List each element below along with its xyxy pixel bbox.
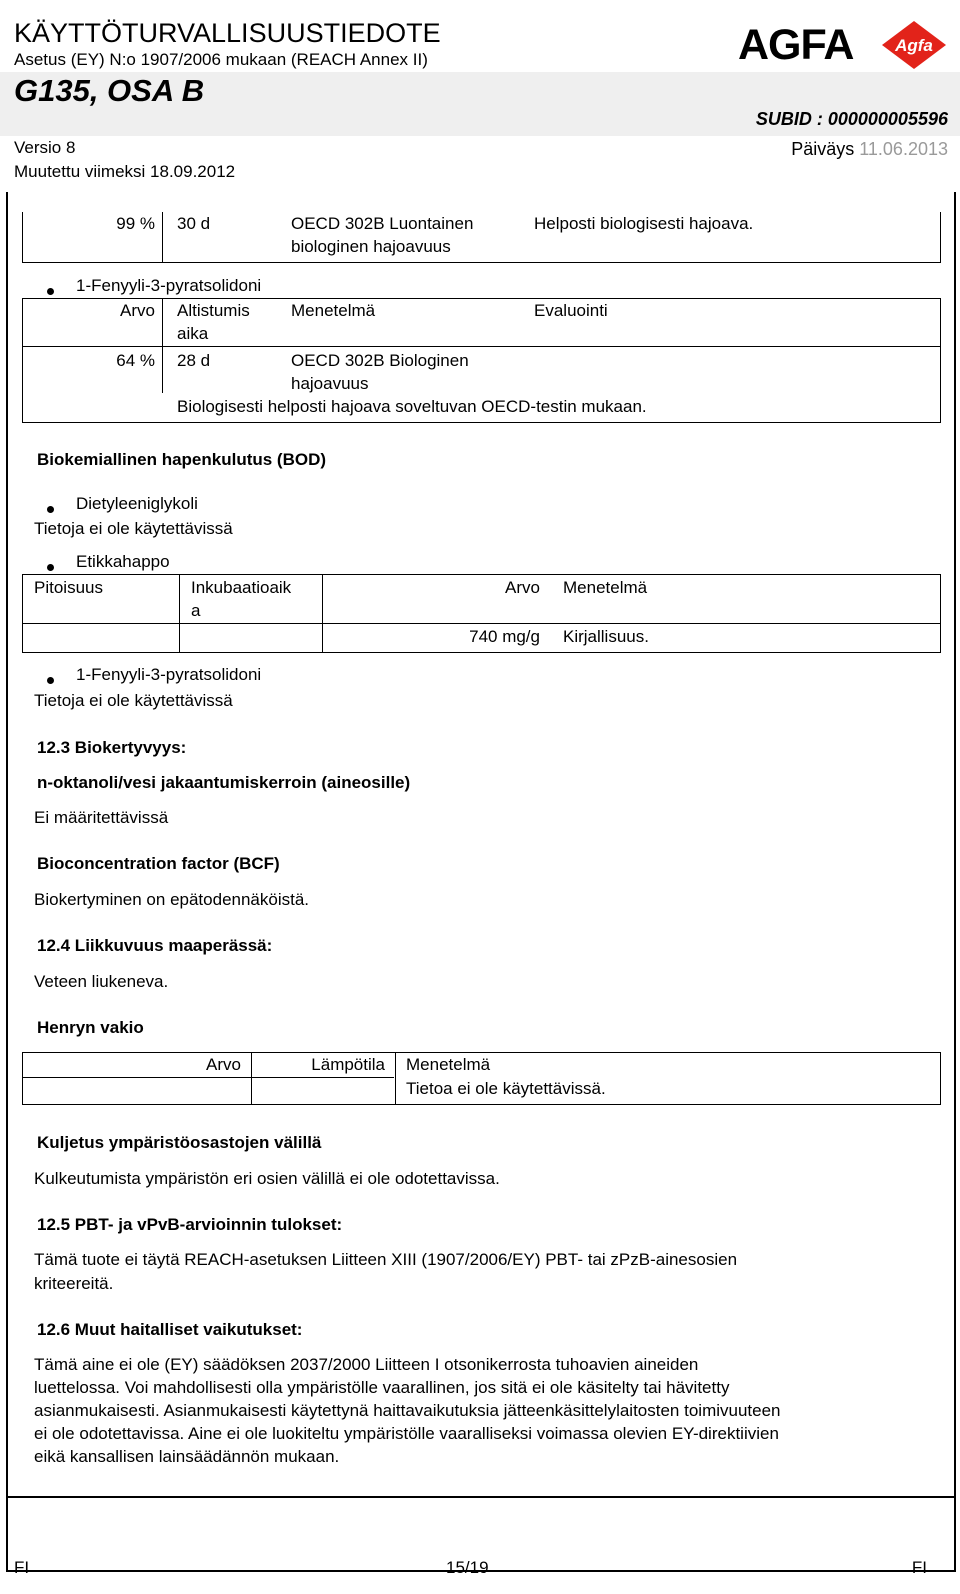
bullet-icon — [47, 677, 54, 684]
section-12-4-heading: 12.4 Liikkuvuus maaperässä: — [37, 936, 273, 955]
bcf-heading: Bioconcentration factor (BCF) — [37, 854, 280, 873]
mobility-text: Veteen liukeneva. — [34, 972, 169, 991]
date-label: Päiväys — [791, 139, 855, 159]
document-title: KÄYTTÖTURVALLISUUSTIEDOTE — [14, 18, 441, 48]
table-cell-method-line2: hajoavuus — [291, 374, 369, 393]
partition-coefficient-text: Ei määritettävissä — [34, 808, 169, 827]
date-value: 11.06.2013 — [859, 139, 948, 159]
table-cell-evaluation: Helposti biologisesti hajoava. — [534, 214, 754, 233]
bod-heading: Biokemiallinen hapenkulutus (BOD) — [37, 450, 327, 469]
transport-text: Kulkeutumista ympäristön eri osien välillä ei ole odotettavissa. — [34, 1169, 500, 1188]
column-header-incubation-line2: a — [191, 601, 201, 620]
bullet-icon — [47, 506, 54, 513]
agfa-logo — [738, 20, 948, 70]
substance-name: 1-Fenyyli-3-pyratsolidoni — [76, 276, 262, 295]
column-header-value: Arvo — [505, 578, 540, 597]
other-effects-line: eikä kansallisen lainsäädännön mukaan. — [34, 1447, 340, 1466]
section-12-6-heading: 12.6 Muut haitalliset vaikutukset: — [37, 1320, 303, 1339]
partition-coefficient-heading: n-oktanoli/vesi jakaantumiskerroin (aineosille) — [37, 773, 411, 792]
section-12-5-heading: 12.5 PBT- ja vPvB-arvioinnin tulokset: — [37, 1215, 343, 1234]
footer-language-left: FI — [14, 1558, 30, 1577]
content-bottom-rule — [6, 1496, 956, 1498]
issue-date — [791, 138, 948, 160]
version: Versio 8 — [14, 138, 76, 157]
column-header-time-line2: aika — [177, 324, 209, 343]
substance-name: Etikkahappo — [76, 552, 170, 571]
column-header-value: Arvo — [120, 301, 155, 320]
other-effects-line: luettelossa. Voi mahdollisesti olla ympäristölle vaarallinen, jos sitä ei ole käsitelty tai hävitetty — [34, 1378, 730, 1397]
column-header-time: Altistumis — [177, 301, 250, 320]
section-12-3-heading: 12.3 Biokertyvyys: — [37, 738, 187, 757]
other-effects-line: ei ole odotettavissa. Aine ei ole luokiteltu ympäristölle vaaralliseksi voimassa olevien EY-direktiivien — [34, 1424, 779, 1443]
table-cell-time: 30 d — [177, 214, 211, 233]
logo-wordmark: AGFA — [738, 21, 854, 69]
column-header-temperature: Lämpötila — [311, 1055, 385, 1074]
column-header-method: Menetelmä — [563, 578, 648, 597]
footer-language-right: FI — [911, 1558, 927, 1577]
table-cell-method: OECD 302B Luontainen — [291, 214, 474, 233]
table-cell-method: OECD 302B Biologinen — [291, 351, 469, 370]
biodegradation-table-continued — [22, 212, 941, 263]
table-note: Biologisesti helposti hajoava soveltuvan OECD-testin mukaan. — [177, 397, 647, 416]
pbt-text-line: kriteereitä. — [34, 1274, 114, 1293]
bullet-icon — [47, 288, 54, 295]
agfa-badge-icon — [880, 20, 948, 70]
column-header-method: Menetelmä — [406, 1055, 491, 1074]
last-changed: Muutettu viimeksi 18.09.2012 — [14, 162, 236, 181]
substance-note: Tietoja ei ole käytettävissä — [34, 691, 233, 710]
table-cell-method: Tietoa ei ole käytettävissä. — [406, 1079, 606, 1098]
table-cell-method-line2: biologinen hajoavuus — [291, 237, 451, 256]
transport-heading: Kuljetus ympäristöosastojen välillä — [37, 1133, 322, 1152]
substance-name: Dietyleeniglykoli — [76, 494, 198, 513]
table-cell-value: 64 % — [116, 351, 155, 370]
product-name: G135, OSA B — [14, 73, 205, 108]
pbt-text-line: Tämä tuote ei täytä REACH-asetuksen Liitteen XIII (1907/2006/EY) PBT- tai zPzB-ainesosien — [34, 1250, 738, 1269]
page-number: 15/19 — [446, 1558, 489, 1577]
other-effects-line: asianmukaisesti. Asianmukaisesti käytettynä haittavaikutuksia jätteenkäsittelylaitosten toimivuuteen — [34, 1401, 781, 1420]
table-cell-value: 99 % — [116, 214, 155, 233]
column-header-concentration: Pitoisuus — [34, 578, 103, 597]
column-header-incubation: Inkubaatioaik — [191, 578, 292, 597]
logo-badge-text: Agfa — [895, 36, 933, 55]
bcf-text: Biokertyminen on epätodennäköistä. — [34, 890, 310, 909]
column-header-value: Arvo — [206, 1055, 241, 1074]
column-header-method: Menetelmä — [291, 301, 376, 320]
table-cell-value: 740 mg/g — [469, 627, 540, 646]
table-cell-method: Kirjallisuus. — [563, 627, 649, 646]
regulation-subtitle: Asetus (EY) N:o 1907/2006 mukaan (REACH Annex II) — [14, 50, 428, 69]
bullet-icon — [47, 564, 54, 571]
substance-name: 1-Fenyyli-3-pyratsolidoni — [76, 665, 262, 684]
henry-heading: Henryn vakio — [37, 1018, 144, 1037]
subid: SUBID : 000000005596 — [755, 109, 948, 129]
table-cell-time: 28 d — [177, 351, 211, 370]
other-effects-line: Tämä aine ei ole (EY) säädöksen 2037/2000 Liitteen I otsonikerrosta tuhoavien aineiden — [34, 1355, 699, 1374]
column-header-evaluation: Evaluointi — [534, 301, 608, 320]
substance-note: Tietoja ei ole käytettävissä — [34, 519, 233, 538]
